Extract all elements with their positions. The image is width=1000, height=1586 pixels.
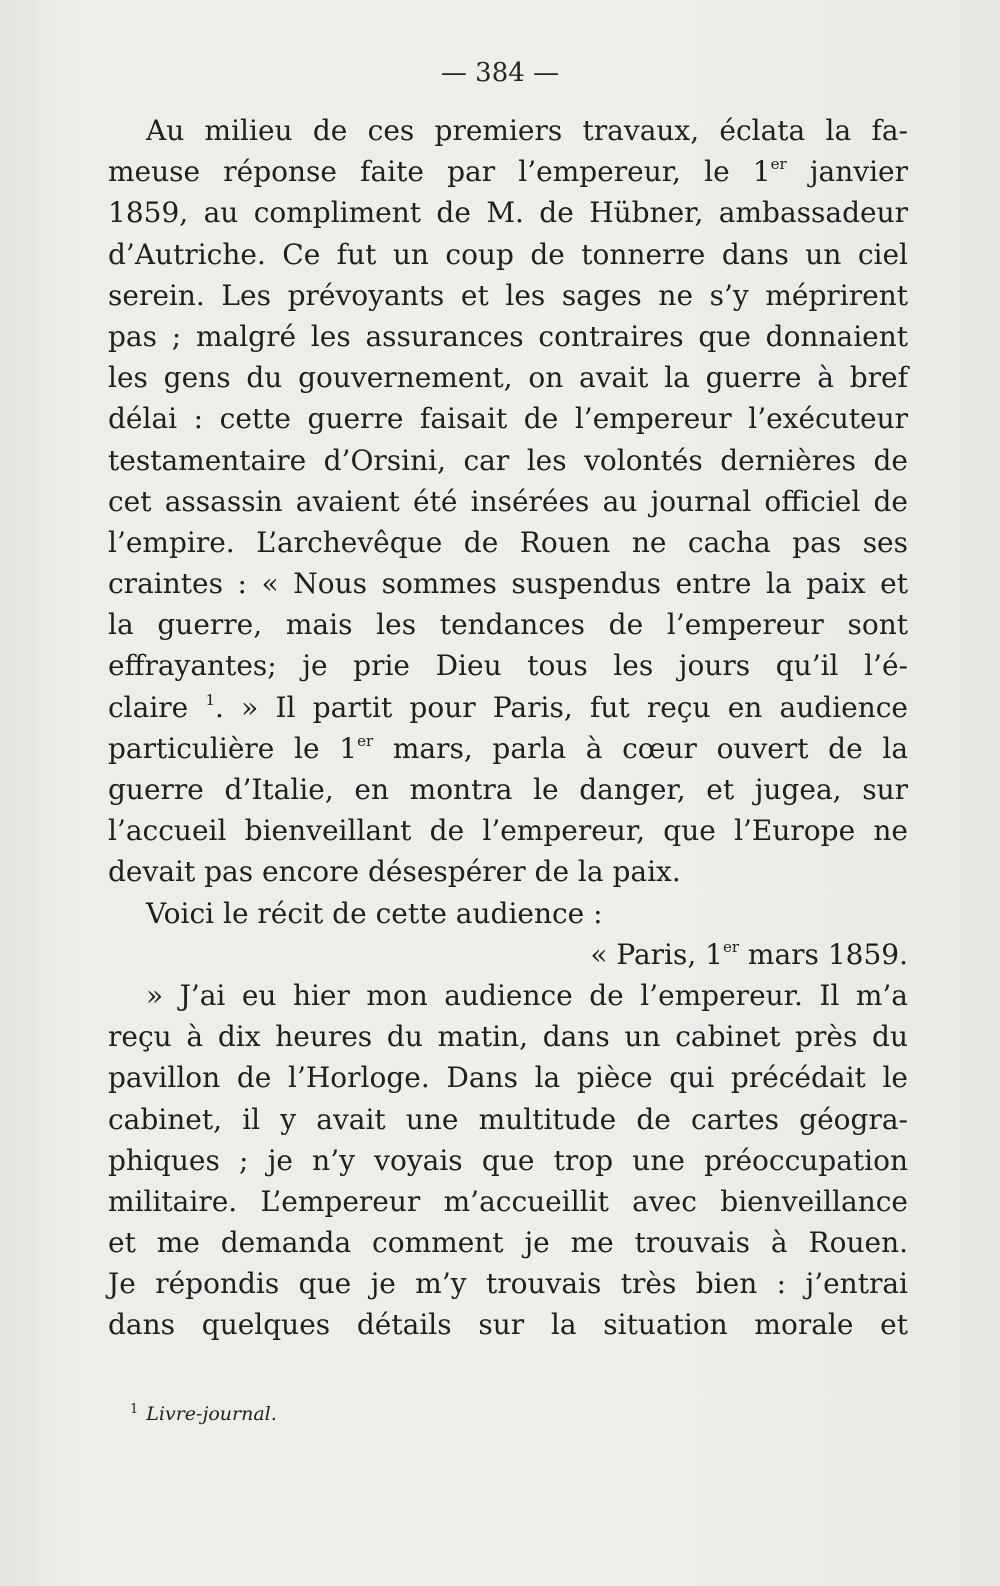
text-line — [108, 110, 908, 151]
text-line — [108, 604, 908, 645]
text-line-main: et me demanda comment je me trouvais à Rouen. — [108, 1226, 908, 1260]
text-line — [108, 357, 908, 398]
text-line — [108, 893, 908, 934]
text-line-main: cet assassin avaient été insérées au journal officiel de — [108, 484, 908, 518]
text-line-main: les gens du gouvernement, on avait la guerre à bref — [108, 361, 908, 395]
footnote-text: Livre-journal. — [146, 1403, 277, 1425]
superscript: er — [722, 937, 740, 956]
text-line-main: l’empire. L’archevêque de Rouen ne cacha pas ses — [108, 525, 908, 559]
text-line-main: testamentaire d’Orsini, car les volontés dernières de — [108, 443, 908, 477]
text-line — [108, 1140, 908, 1181]
text-line — [108, 1016, 908, 1057]
text-line-main: cabinet, il y avait une multitude de cartes géogra- — [108, 1102, 908, 1136]
text-line-main: particulière le 1 — [108, 731, 358, 765]
footnote — [130, 1402, 277, 1425]
text-line-main: serein. Les prévoyants et les sages ne s’y méprirent — [108, 278, 908, 312]
text-line-main: militaire. L’empereur m’accueillit avec bienveillance — [108, 1184, 908, 1218]
text-line-main: Au milieu de ces premiers travaux, éclata la fa- — [146, 114, 908, 147]
text-line-main: craintes : « Nous sommes suspendus entre la paix et — [108, 567, 908, 601]
text-line-main: « Paris, 1 — [590, 937, 723, 971]
body-text — [108, 110, 908, 1346]
text-line-main: l’accueil bienveillant de l’empereur, que l’Europe ne — [108, 814, 908, 848]
text-line — [108, 851, 908, 892]
text-line-main: meuse réponse faite par l’empereur, le 1 — [108, 155, 771, 189]
text-line — [108, 810, 908, 851]
text-line — [108, 645, 908, 686]
text-line — [108, 1099, 908, 1140]
text-line-main: guerre d’Italie, en montra le danger, et jugea, sur — [108, 773, 908, 806]
text-line-main: Je répondis que je m’y trouvais très bien : j’entrai — [108, 1267, 908, 1301]
footnote-mark: 1 — [130, 1402, 139, 1417]
text-line-main: pavillon de l’Horloge. Dans la pièce qui précédait le — [108, 1061, 908, 1095]
text-line — [108, 687, 908, 728]
text-line-main: effrayantes; je prie Dieu tous les jours qu’il l’é- — [108, 649, 908, 683]
text-line — [108, 481, 908, 522]
text-line-main: la guerre, mais les tendances de l’empereur sont — [108, 608, 908, 642]
text-line — [108, 769, 908, 810]
text-line — [108, 563, 908, 604]
text-line-main: devait pas encore désespérer de la paix. — [108, 855, 681, 889]
text-line — [108, 1222, 908, 1263]
text-line — [108, 728, 908, 769]
text-line-main: 1859, au compliment de M. de Hübner, ambassadeur — [108, 196, 908, 230]
text-line — [108, 192, 908, 233]
superscript: 1 — [205, 690, 216, 709]
text-line-main: délai : cette guerre faisait de l’empereur l’exécuteur — [108, 402, 908, 436]
text-line — [108, 1057, 908, 1098]
text-line — [108, 1263, 908, 1304]
text-line — [108, 1181, 908, 1222]
text-line — [108, 234, 908, 275]
text-line-main: reçu à dix heures du matin, dans un cabinet près du — [108, 1020, 908, 1054]
text-line-main: » J’ai eu hier mon audience de l’empereur. Il m’a — [146, 978, 908, 1012]
text-line-continuation: janvier — [786, 155, 908, 189]
text-line — [108, 440, 908, 481]
text-line — [108, 316, 908, 357]
superscript: er — [357, 731, 374, 750]
text-line — [108, 1304, 908, 1345]
text-line-main: d’Autriche. Ce fut un coup de tonnerre dans un ciel — [108, 237, 908, 271]
text-line-continuation: . » Il partit pour Paris, fut reçu en audience — [215, 690, 909, 724]
text-line — [108, 934, 908, 975]
text-line — [108, 151, 908, 192]
text-line — [108, 275, 908, 316]
page-number: — 384 — — [440, 58, 560, 88]
text-line-main: dans quelques détails sur la situation morale et — [108, 1308, 908, 1342]
superscript: er — [770, 155, 787, 174]
text-line-main: pas ; malgré les assurances contraires que donnaient — [108, 319, 908, 353]
text-line-main: phiques ; je n’y voyais que trop une préoccupation — [108, 1143, 908, 1177]
text-line-main: claire — [108, 690, 206, 724]
text-line-main: Voici le récit de cette audience : — [146, 896, 603, 930]
text-line — [108, 398, 908, 439]
text-line-continuation: mars, parla à cœur ouvert de la — [373, 731, 909, 765]
text-line-continuation: mars 1859. — [739, 937, 908, 971]
text-line — [108, 522, 908, 563]
text-line — [108, 975, 908, 1016]
